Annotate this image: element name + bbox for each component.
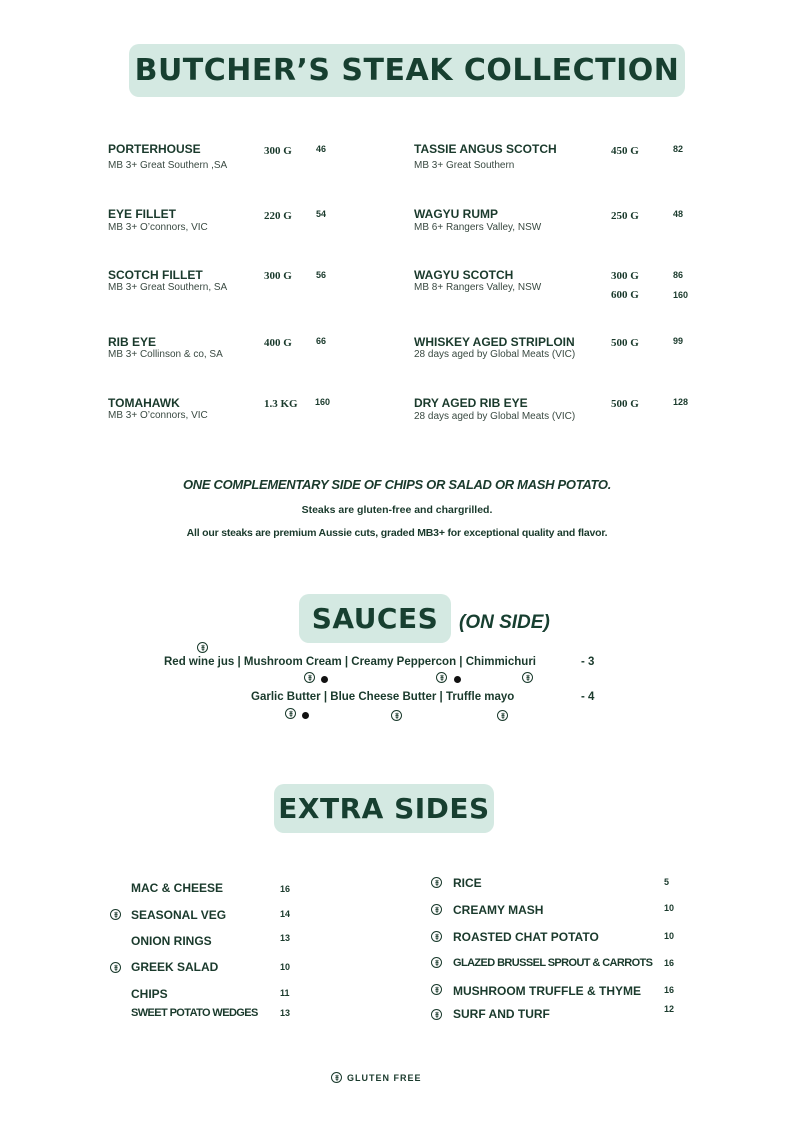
side-name: ONION RINGS xyxy=(131,934,212,948)
steak-price: 82 xyxy=(673,144,684,154)
side-price: 13 xyxy=(280,933,291,943)
gluten-free-icon xyxy=(304,672,315,683)
steak-weight: 500 G xyxy=(611,398,639,410)
steak-name: TOMAHAWK xyxy=(108,396,180,410)
gluten-note: Steaks are gluten-free and chargrilled. xyxy=(301,504,493,516)
gluten-free-icon xyxy=(331,1072,342,1083)
gluten-free-icon xyxy=(431,984,442,995)
gluten-free-icon xyxy=(197,642,208,653)
steak-weight: 300 G xyxy=(611,270,639,282)
side-name: ROASTED CHAT POTATO xyxy=(453,930,599,944)
sauces-subtitle: (ON SIDE) xyxy=(459,612,550,633)
steak-price: 66 xyxy=(316,336,327,346)
steak-name: PORTERHOUSE xyxy=(108,142,201,156)
bullet-icon xyxy=(302,712,309,719)
steak-price: 99 xyxy=(673,336,684,346)
side-name: MUSHROOM TRUFFLE & THYME xyxy=(453,984,641,998)
steak-description: MB 3+ Great Southern, SA xyxy=(108,282,228,293)
steak-description: MB 8+ Rangers Valley, NSW xyxy=(414,282,542,293)
gluten-free-icon xyxy=(431,1009,442,1020)
bullet-icon xyxy=(454,676,461,683)
side-price: 10 xyxy=(280,962,291,972)
gluten-free-icon xyxy=(110,962,121,973)
steak-name: TASSIE ANGUS SCOTCH xyxy=(414,142,557,156)
side-price: 10 xyxy=(664,903,675,913)
side-price: 12 xyxy=(664,1004,675,1014)
steak-name: WAGYU RUMP xyxy=(414,207,498,221)
steak-description: MB 3+ Great Southern xyxy=(414,160,515,171)
side-name: GREEK SALAD xyxy=(131,960,219,974)
steak-price: 128 xyxy=(673,397,689,407)
gluten-free-icon xyxy=(431,931,442,942)
steak-name: SCOTCH FILLET xyxy=(108,268,203,282)
steak-weight: 400 G xyxy=(264,337,292,349)
sauce-line-1: Red wine jus | Mushroom Cream | Creamy Peppercon | Chimmichuri xyxy=(164,656,536,668)
gluten-free-icon xyxy=(110,909,121,920)
steak-weight: 1.3 KG xyxy=(264,398,298,410)
side-price: 16 xyxy=(280,884,291,894)
steak-price: 86 xyxy=(673,270,684,280)
sauce-price-1: - 3 xyxy=(581,656,595,668)
side-name: RICE xyxy=(453,876,482,890)
side-offer-note: ONE COMPLEMENTARY SIDE OF CHIPS OR SALAD OR MASH POTATO. xyxy=(182,477,612,492)
steak-price-large: 160 xyxy=(673,290,689,300)
side-price: 13 xyxy=(280,1008,291,1018)
steak-weight: 300 G xyxy=(264,270,292,282)
steak-name: DRY AGED RIB EYE xyxy=(414,396,528,410)
gluten-free-icon xyxy=(431,877,442,888)
sauces-title: SAUCES xyxy=(299,594,451,643)
steak-weight: 300 G xyxy=(264,145,292,157)
steak-description: MB 3+ O’connors, VIC xyxy=(108,410,208,421)
side-name: MAC & CHEESE xyxy=(131,881,224,895)
gluten-free-legend: GLUTEN FREE xyxy=(347,1073,422,1083)
side-name: SEASONAL VEG xyxy=(131,908,227,922)
steak-description: 28 days aged by Global Meats (VIC) xyxy=(414,411,576,422)
steak-weight: 220 G xyxy=(264,210,292,222)
side-price: 5 xyxy=(664,877,670,887)
steak-price: 46 xyxy=(316,144,327,154)
steak-description: MB 6+ Rangers Valley, NSW xyxy=(414,222,542,233)
side-name: CHIPS xyxy=(131,987,168,1001)
steak-name: EYE FILLET xyxy=(108,207,177,221)
steak-price: 48 xyxy=(673,209,684,219)
extra-sides-title: EXTRA SIDES xyxy=(274,784,494,833)
side-name: SWEET POTATO WEDGES xyxy=(131,1007,258,1019)
steak-name: WAGYU SCOTCH xyxy=(414,268,514,282)
side-name: CREAMY MASH xyxy=(453,903,544,917)
steak-weight: 500 G xyxy=(611,337,639,349)
side-name: GLAZED BRUSSEL SPROUT & CARROTS xyxy=(453,957,653,969)
side-price: 11 xyxy=(280,988,290,998)
sauce-price-2: - 4 xyxy=(581,691,595,703)
sauce-line-2: Garlic Butter | Blue Cheese Butter | Truffle mayo xyxy=(251,691,515,703)
quality-note: All our steaks are premium Aussie cuts, graded MB3+ for exceptional quality and flavor. xyxy=(186,527,608,539)
steak-description: MB 3+ Great Southern ,SA xyxy=(108,160,228,171)
steak-price: 54 xyxy=(316,209,327,219)
steak-weight: 250 G xyxy=(611,210,639,222)
steak-name: WHISKEY AGED STRIPLOIN xyxy=(414,335,575,349)
steak-description: MB 3+ O’connors, VIC xyxy=(108,222,208,233)
steak-weight: 450 G xyxy=(611,145,639,157)
gluten-free-icon xyxy=(522,672,533,683)
steak-price: 56 xyxy=(316,270,327,280)
gluten-free-icon xyxy=(497,710,508,721)
bullet-icon xyxy=(321,676,328,683)
gluten-free-icon xyxy=(431,904,442,915)
steak-section-title: BUTCHER’S STEAK COLLECTION xyxy=(129,44,685,97)
side-price: 16 xyxy=(664,958,675,968)
side-name: SURF AND TURF xyxy=(453,1007,550,1021)
steak-price: 160 xyxy=(315,397,331,407)
steak-weight-large: 600 G xyxy=(611,289,639,301)
gluten-free-icon xyxy=(431,957,442,968)
side-price: 16 xyxy=(664,985,675,995)
steak-name: RIB EYE xyxy=(108,335,157,349)
side-price: 14 xyxy=(280,909,291,919)
steak-description: MB 3+ Collinson & co, SA xyxy=(108,349,223,360)
steak-description: 28 days aged by Global Meats (VIC) xyxy=(414,349,576,360)
gluten-free-icon xyxy=(285,708,296,719)
side-price: 10 xyxy=(664,931,675,941)
gluten-free-icon xyxy=(436,672,447,683)
gluten-free-icon xyxy=(391,710,402,721)
